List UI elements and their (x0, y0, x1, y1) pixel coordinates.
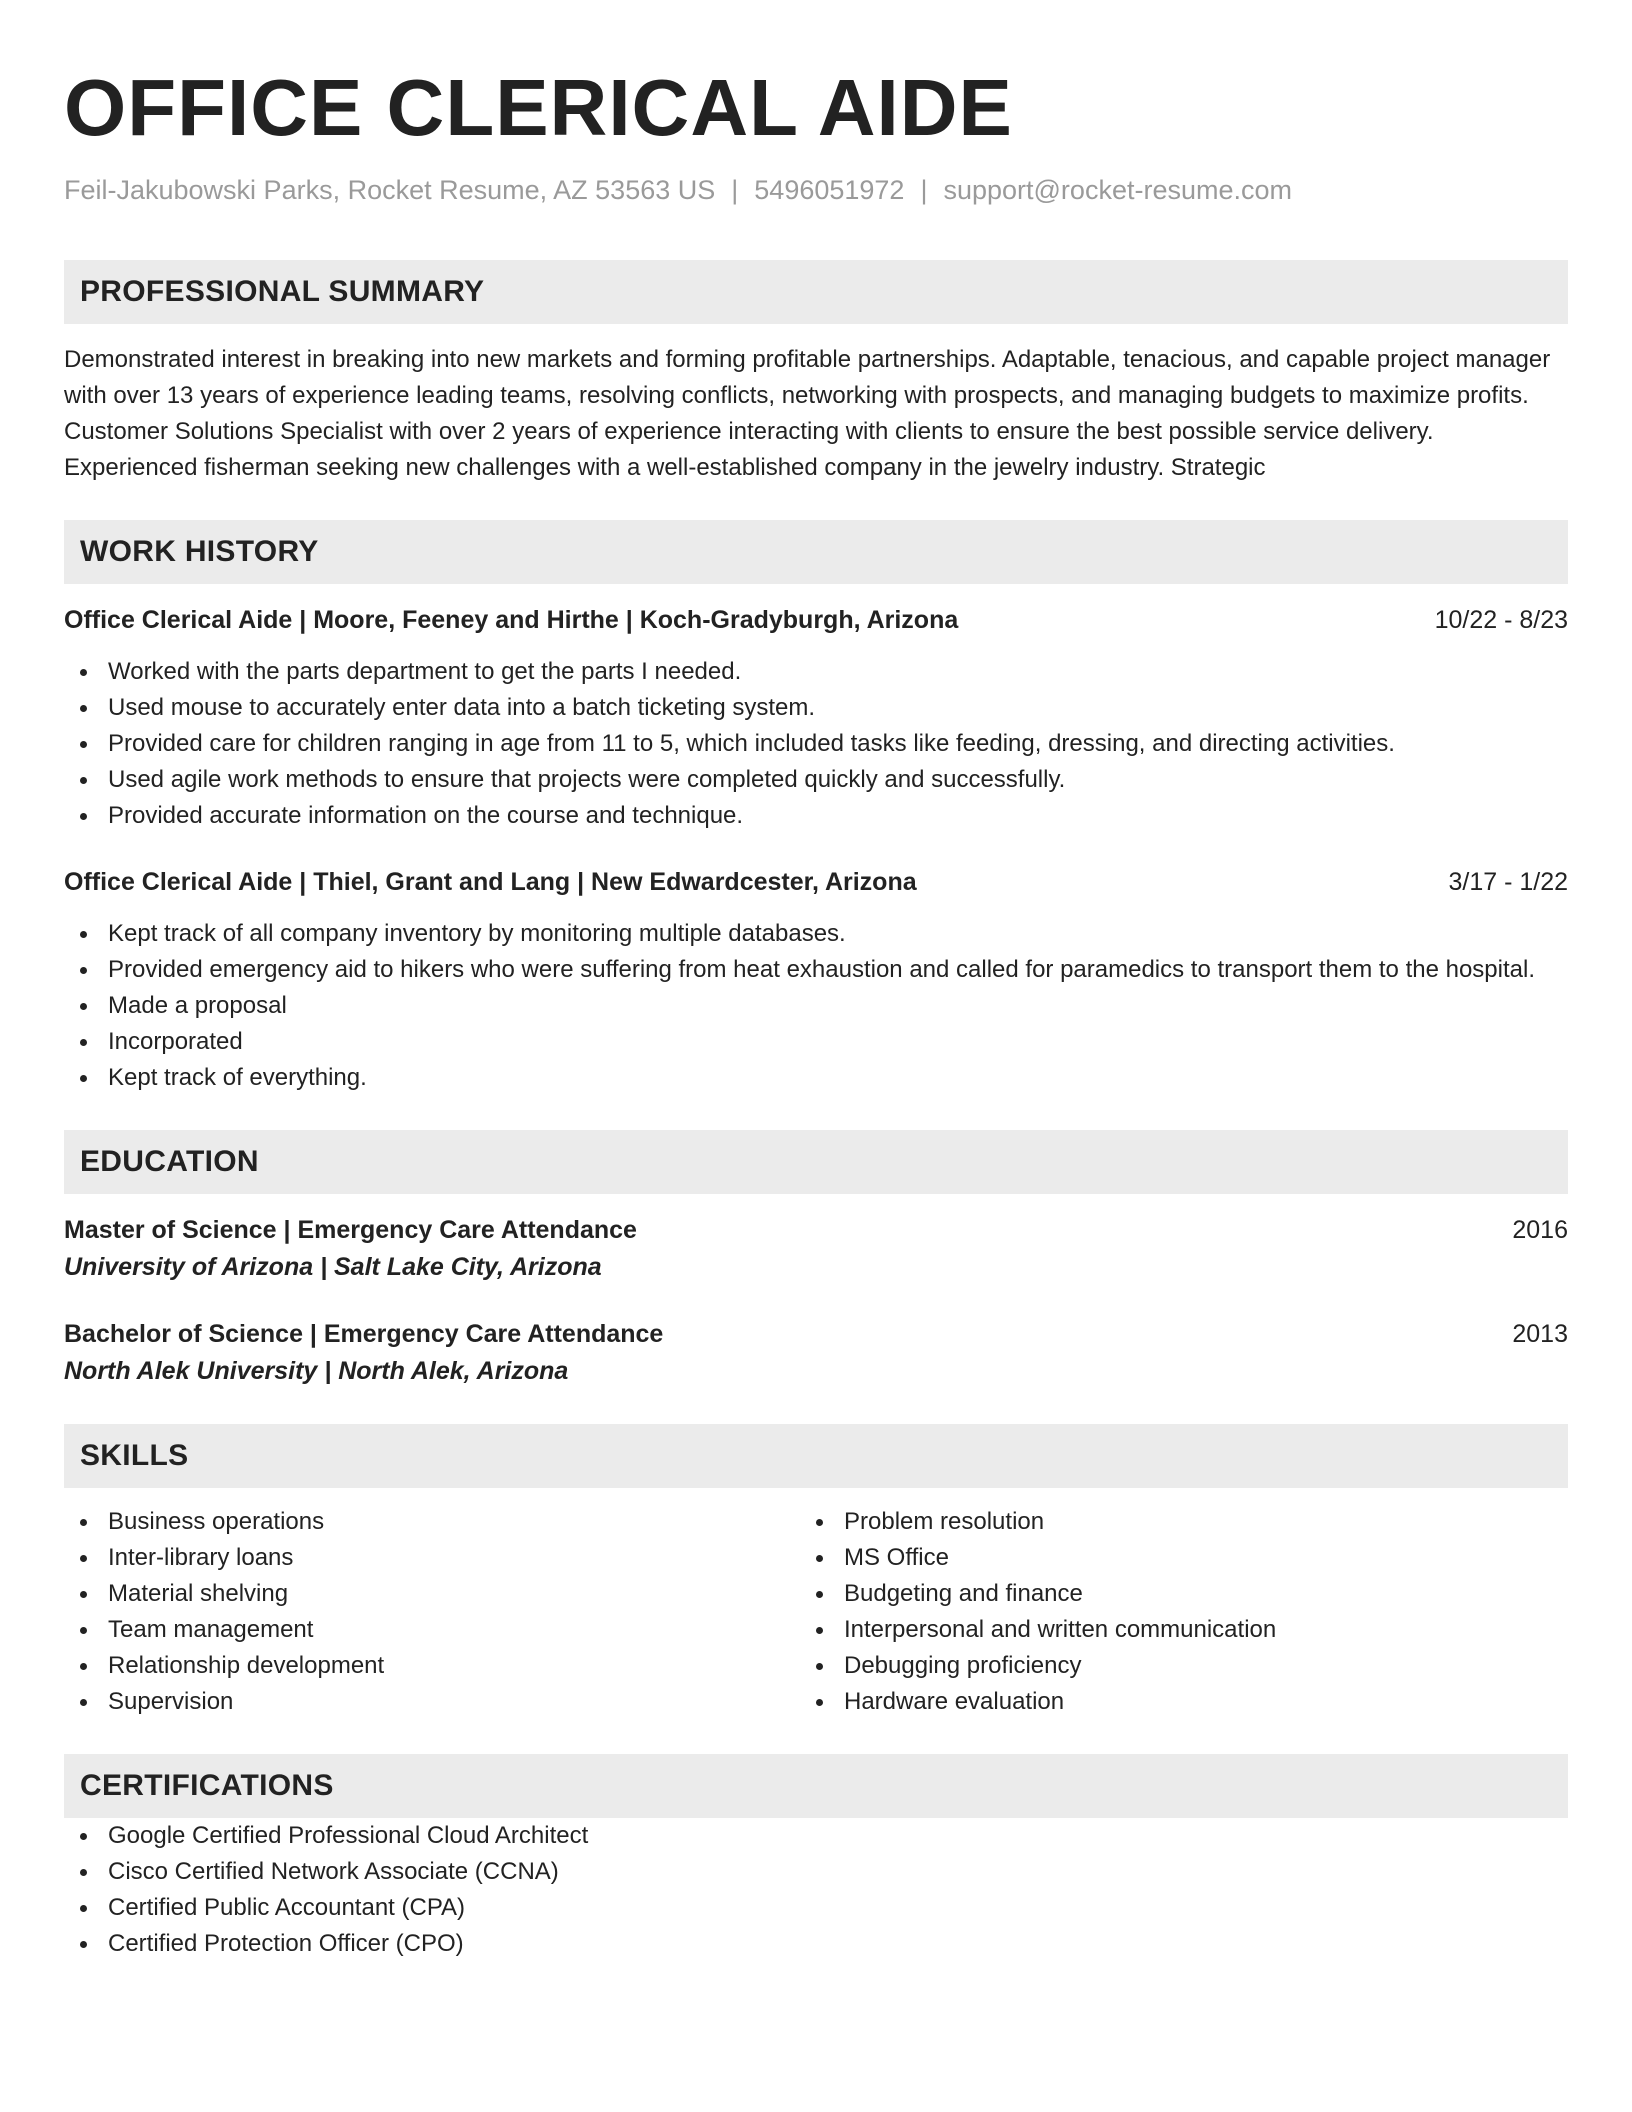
list-item (64, 952, 1568, 988)
list-item (64, 690, 1568, 726)
bullet-icon (80, 1075, 87, 1082)
bullet-icon (80, 1663, 87, 1670)
skill-text: Budgeting and finance (844, 1580, 1083, 1607)
bullet-icon (80, 967, 87, 974)
bullet-icon (816, 1555, 823, 1562)
bullet-icon (80, 1555, 87, 1562)
list-item (64, 1818, 1568, 1854)
skills-column-left (64, 1504, 800, 1720)
skill-text: Problem resolution (844, 1508, 1045, 1535)
list-item (800, 1684, 1568, 1720)
bullet-icon (816, 1699, 823, 1706)
skill-text: Material shelving (108, 1580, 289, 1607)
bullet-icon (80, 813, 87, 820)
job-dates: 3/17 - 1/22 (1448, 868, 1568, 896)
section-header-work-history: WORK HISTORY (64, 520, 1568, 584)
job-bullets (64, 916, 1568, 1096)
job-title: Office Clerical Aide | Moore, Feeney and Hirthe | Koch-Gradyburgh, Arizona (64, 606, 959, 634)
bullet-icon (80, 931, 87, 938)
bullet-icon (80, 1627, 87, 1634)
bullet-icon (80, 1941, 87, 1948)
bullet-icon (80, 1905, 87, 1912)
education-entry (64, 1212, 1568, 1286)
section-header-education: EDUCATION (64, 1130, 1568, 1194)
skills-grid (64, 1504, 1568, 1720)
contact-separator: | (920, 175, 928, 205)
bullet-icon (816, 1591, 823, 1598)
bullet-text: Kept track of everything. (108, 1064, 367, 1091)
contact-separator: | (731, 175, 739, 205)
list-item (64, 988, 1568, 1024)
certification-text: Cisco Certified Network Associate (CCNA) (108, 1858, 559, 1885)
list-item (64, 762, 1568, 798)
bullet-text: Provided accurate information on the course and technique. (108, 802, 744, 829)
job-title: Office Clerical Aide | Thiel, Grant and Lang | New Edwardcester, Arizona (64, 868, 917, 896)
section-header-skills: SKILLS (64, 1424, 1568, 1488)
list-item (800, 1504, 1568, 1540)
education-school: North Alek University | North Alek, Arizona (64, 1357, 569, 1385)
list-item (64, 1926, 1568, 1962)
certification-text: Certified Protection Officer (CPO) (108, 1930, 464, 1957)
contact-line (64, 172, 1568, 208)
education-entry (64, 1316, 1568, 1390)
bullet-text: Used agile work methods to ensure that projects were completed quickly and successfully. (108, 766, 1066, 793)
contact-address: Feil-Jakubowski Parks, Rocket Resume, AZ 53563 US (64, 175, 716, 205)
list-item (800, 1576, 1568, 1612)
list-item (800, 1612, 1568, 1648)
education-school: University of Arizona | Salt Lake City, Arizona (64, 1253, 602, 1281)
job-entry (64, 602, 1568, 834)
bullet-text: Incorporated (108, 1028, 243, 1055)
bullet-icon (80, 741, 87, 748)
bullet-text: Provided care for children ranging in age from 11 to 5, which included tasks like feeding, dressing, and directing activities. (108, 730, 1395, 757)
skill-text: Relationship development (108, 1652, 385, 1679)
list-item (64, 1684, 800, 1720)
section-header-summary: PROFESSIONAL SUMMARY (64, 260, 1568, 324)
list-item (64, 1024, 1568, 1060)
education-degree: Bachelor of Science | Emergency Care Attendance (64, 1320, 664, 1348)
bullet-text: Provided emergency aid to hikers who were suffering from heat exhaustion and called for paramedics to transport them to the hospital. (108, 956, 1535, 983)
education-degree: Master of Science | Emergency Care Attendance (64, 1216, 637, 1244)
list-item (800, 1540, 1568, 1576)
list-item (64, 1612, 800, 1648)
bullet-icon (80, 1833, 87, 1840)
bullet-icon (816, 1519, 823, 1526)
list-item (64, 1576, 800, 1612)
section-header-certifications: CERTIFICATIONS (64, 1754, 1568, 1818)
resume-name: OFFICE CLERICAL AIDE (64, 63, 1013, 152)
bullet-icon (80, 1869, 87, 1876)
contact-email: support@rocket-resume.com (943, 175, 1292, 205)
bullet-text: Used mouse to accurately enter data into a batch ticketing system. (108, 694, 816, 721)
bullet-text: Made a proposal (108, 992, 287, 1019)
contact-phone: 5496051972 (754, 175, 905, 205)
skill-text: MS Office (844, 1544, 949, 1571)
skill-text: Debugging proficiency (844, 1652, 1082, 1679)
bullet-icon (80, 1003, 87, 1010)
bullet-text: Kept track of all company inventory by monitoring multiple databases. (108, 920, 846, 947)
summary-text: Demonstrated interest in breaking into new markets and forming profitable partnerships. Adaptable, tenacious, and capable project manager with over 13 years of experience leading teams, resolving conflicts, networking with prospects, and managing budgets to maximize profits. Customer Solutions Specialist with over 2 years of experience interacting with clients to ensure the best possible service delivery. Experienced fisherman seeking new challenges with a well-established company in the jewelry industry. Strategic (64, 346, 1551, 481)
bullet-icon (80, 1591, 87, 1598)
bullet-icon (80, 1519, 87, 1526)
bullet-icon (816, 1663, 823, 1670)
list-item (64, 916, 1568, 952)
list-item (64, 1540, 800, 1576)
certifications-list (64, 1818, 1568, 1962)
education-year: 2016 (1512, 1216, 1568, 1244)
list-item (64, 726, 1568, 762)
list-item (64, 1890, 1568, 1926)
certification-text: Certified Public Accountant (CPA) (108, 1894, 466, 1921)
bullet-icon (816, 1627, 823, 1634)
list-item (64, 1504, 800, 1540)
certification-text: Google Certified Professional Cloud Architect (108, 1822, 589, 1849)
bullet-icon (80, 669, 87, 676)
skill-text: Inter-library loans (108, 1544, 294, 1571)
skill-text: Interpersonal and written communication (844, 1616, 1277, 1643)
skill-text: Supervision (108, 1688, 234, 1715)
list-item (64, 1648, 800, 1684)
list-item (64, 1854, 1568, 1890)
job-bullets (64, 654, 1568, 834)
skill-text: Business operations (108, 1508, 325, 1535)
bullet-icon (80, 1699, 87, 1706)
education-year: 2013 (1512, 1320, 1568, 1348)
list-item (64, 1060, 1568, 1096)
bullet-icon (80, 705, 87, 712)
list-item (800, 1648, 1568, 1684)
skills-column-right (800, 1504, 1568, 1720)
skill-text: Hardware evaluation (844, 1688, 1065, 1715)
bullet-text: Worked with the parts department to get the parts I needed. (108, 658, 742, 685)
list-item (64, 798, 1568, 834)
education-header (64, 1316, 1568, 1352)
skill-text: Team management (108, 1616, 314, 1643)
list-item (64, 654, 1568, 690)
bullet-icon (80, 1039, 87, 1046)
bullet-icon (80, 777, 87, 784)
job-header (64, 864, 1568, 900)
education-header (64, 1212, 1568, 1248)
job-entry (64, 864, 1568, 1096)
job-header (64, 602, 1568, 638)
job-dates: 10/22 - 8/23 (1434, 606, 1568, 634)
